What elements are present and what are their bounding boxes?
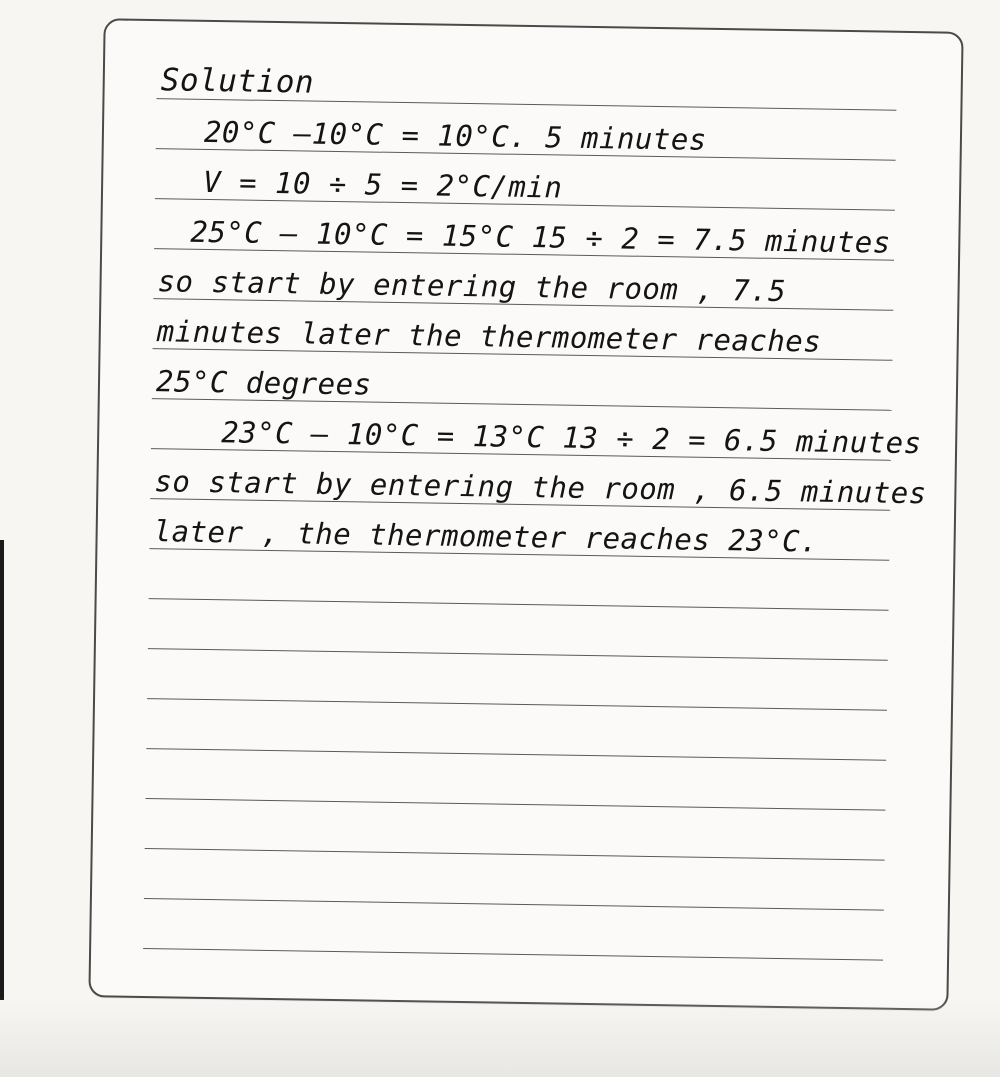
- text-line-9: later , the thermometer reaches 23°C.: [153, 514, 819, 559]
- ruled-line: [148, 601, 889, 661]
- ruled-line: [147, 651, 888, 711]
- ruled-line: [153, 301, 894, 361]
- ruled-line: [156, 51, 897, 111]
- notebook-paper: [88, 18, 963, 1010]
- solution-heading: Solution: [160, 62, 315, 101]
- page-edge-shadow: [0, 540, 4, 1000]
- ruled-line: [144, 851, 885, 911]
- desk-surface: [0, 997, 1000, 1077]
- ruled-line: [145, 801, 886, 861]
- text-line-3: 25°C – 10°C = 15°C 15 ÷ 2 = 7.5 minutes: [190, 214, 892, 260]
- ruled-line: [151, 401, 922, 461]
- text-line-7: 23°C – 10°C = 13°C 13 ÷ 2 = 6.5 minutes: [220, 415, 922, 461]
- ruled-line: [146, 701, 887, 761]
- ruled-line: [153, 251, 894, 311]
- ruled-line: [145, 751, 886, 811]
- ruled-line: [149, 551, 890, 611]
- ruled-line: [143, 901, 884, 961]
- text-line-4: so start by entering the room , 7.5: [157, 264, 787, 309]
- text-line-1: 20°C –10°C = 10°C. 5 minutes: [203, 114, 708, 157]
- ruled-line: [152, 351, 893, 411]
- text-line-5: minutes later the thermometer reaches: [156, 314, 822, 359]
- text-line-6: 25°C degrees: [155, 364, 372, 402]
- ruled-line: [155, 151, 896, 211]
- ruled-line: [154, 201, 895, 261]
- ruled-line: [149, 501, 890, 561]
- ruled-line: [150, 451, 927, 511]
- text-line-2: V = 10 ÷ 5 = 2°C/min: [202, 164, 563, 205]
- ruled-line: [156, 101, 897, 161]
- text-line-8: so start by entering the room , 6.5 minutes: [154, 464, 927, 511]
